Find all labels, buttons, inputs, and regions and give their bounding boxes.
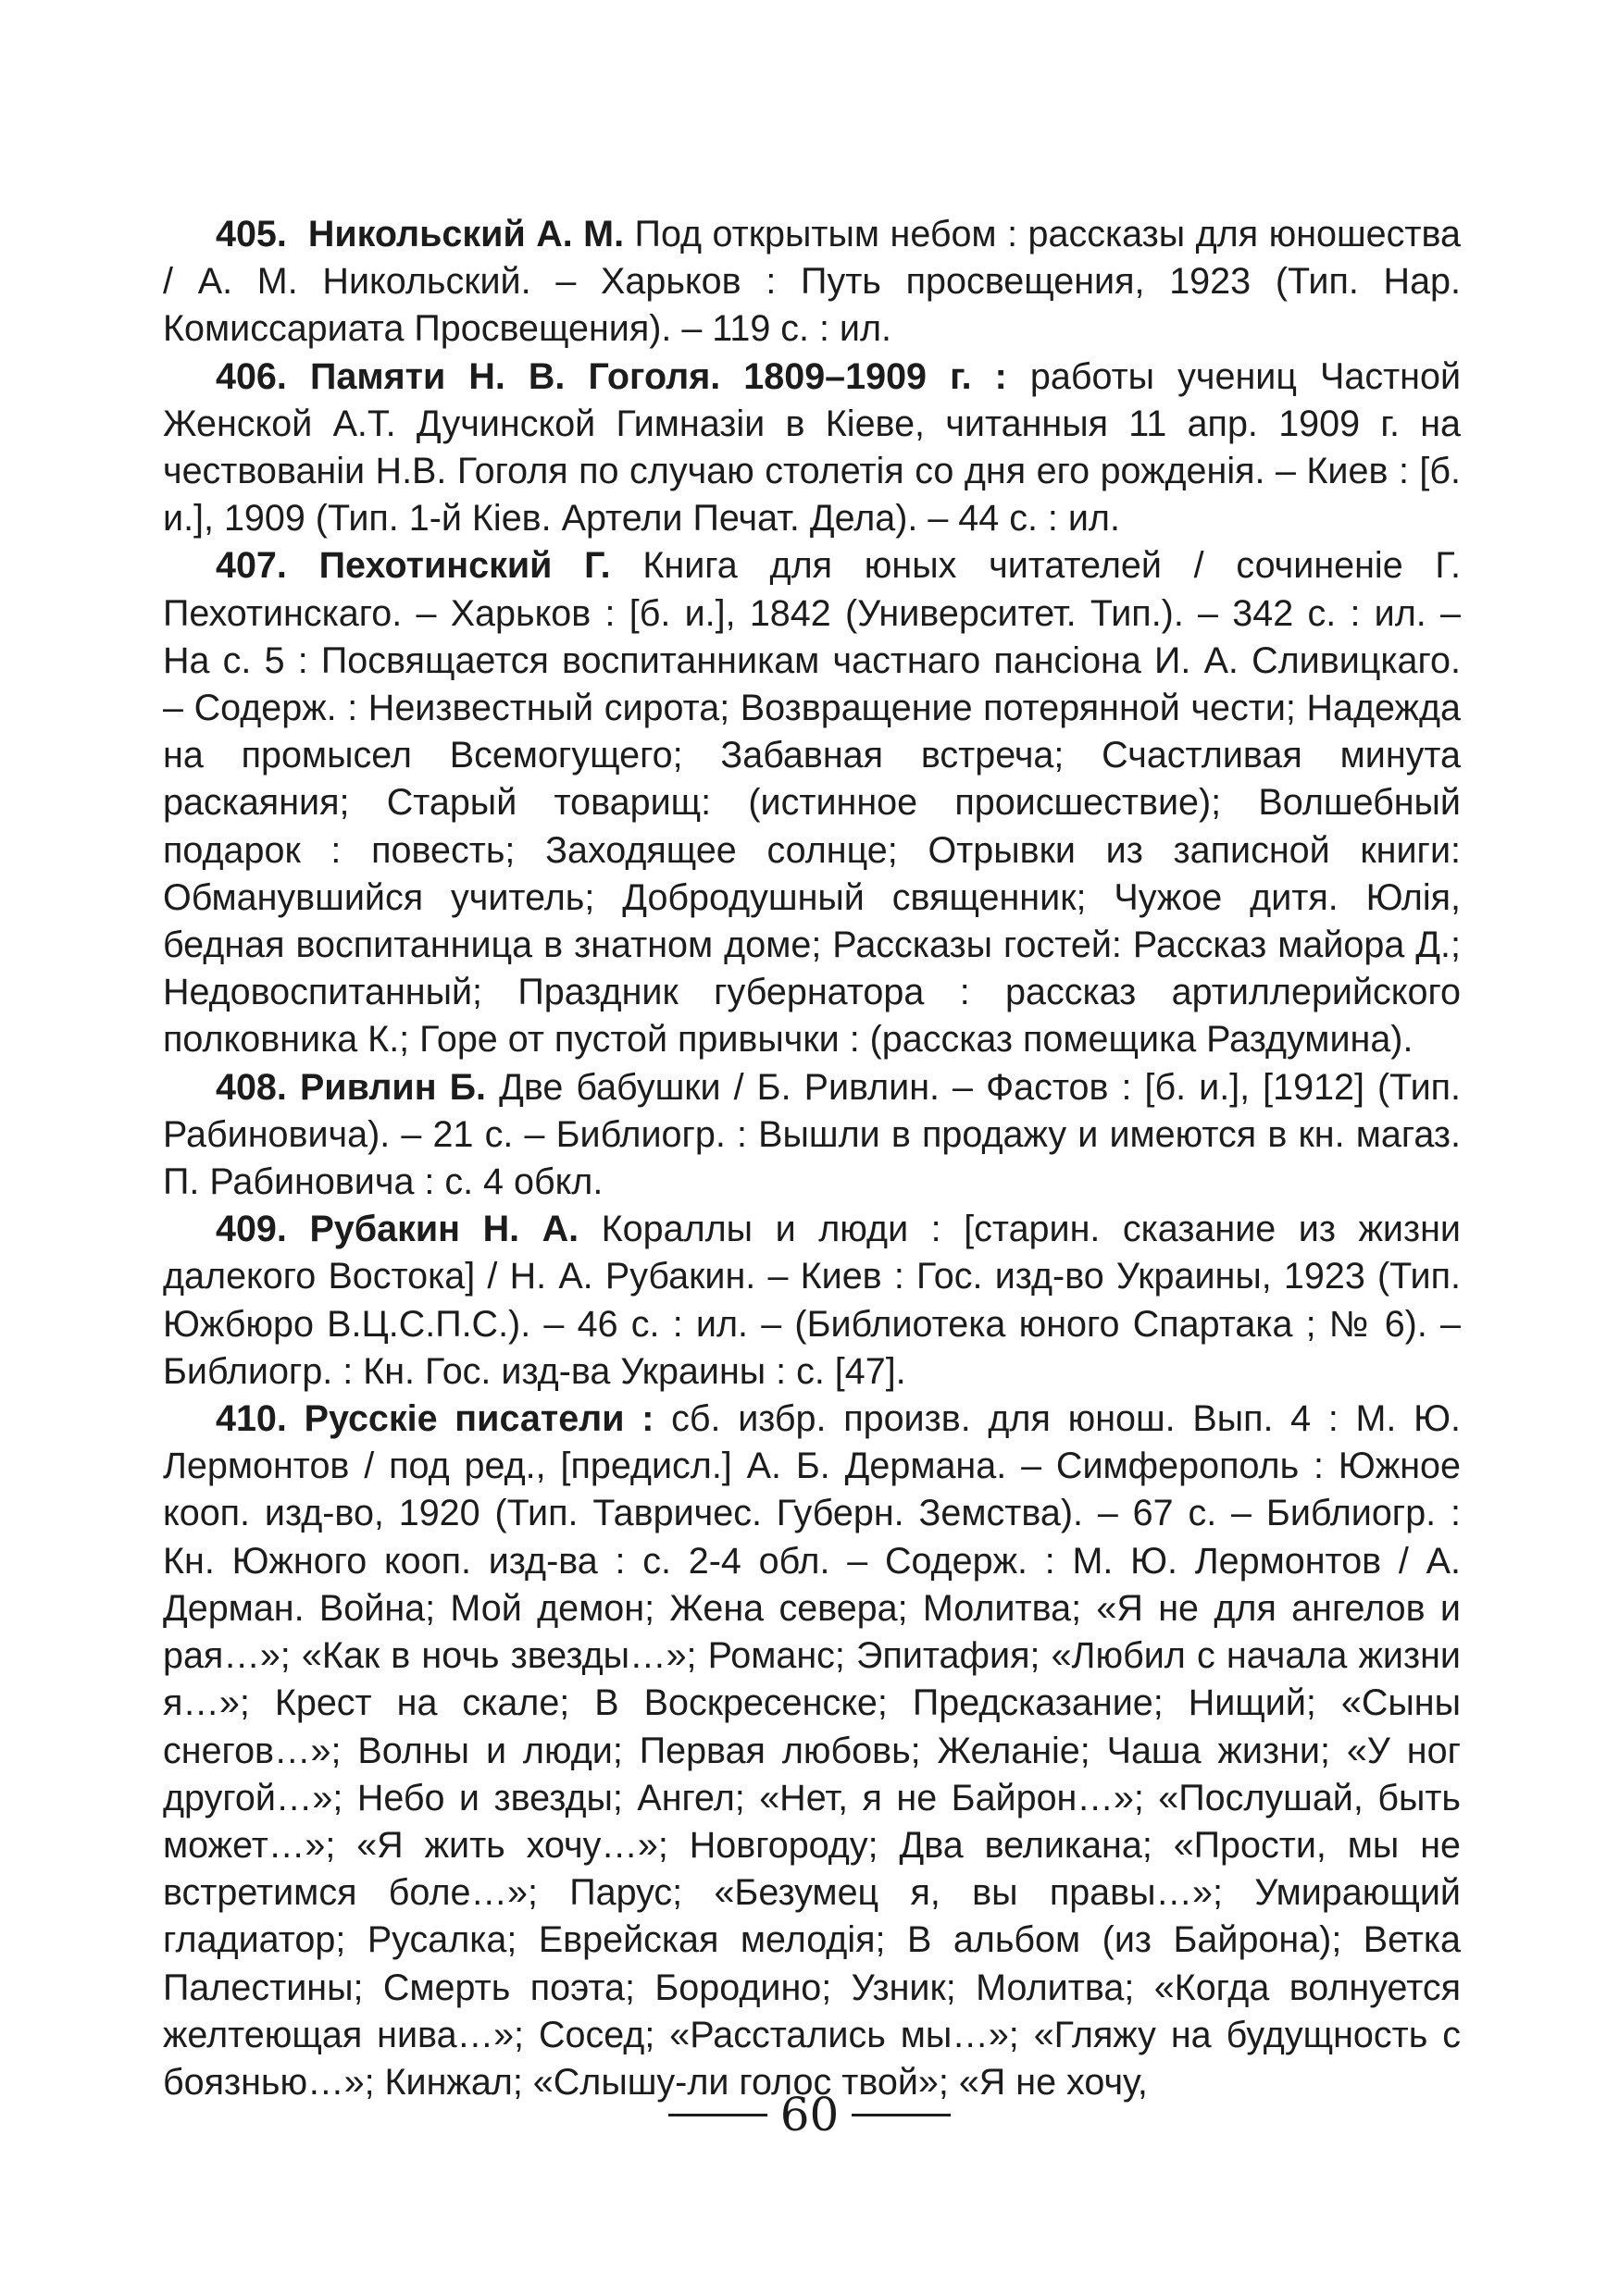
entry-heading: Русскіе писатели : [304, 1398, 654, 1440]
footer-rule-right [852, 2114, 951, 2116]
entry-heading: Пехотинский Г. [318, 545, 611, 587]
entry-heading: Рубакин Н. А. [309, 1209, 579, 1250]
bibliography-entry-406 [163, 354, 1461, 543]
entry-heading: Ривлин Б. [299, 1066, 486, 1108]
entry-text: Под открытым небом : рассказы для юношества / А. М. Никольский. – Харьков : Путь просвещения, 1923 (Тип. Нар. Комиссариата Просвещения). – 119 с. : ил. [163, 214, 1461, 350]
bibliography-entry-408 [163, 1064, 1461, 1207]
entry-number: 408. [216, 1066, 287, 1108]
bibliography-entry-409 [163, 1206, 1461, 1396]
entry-number: 405. [216, 214, 287, 254]
entry-text: работы учениц Частной Женской А.Т. Дучинской Гимназіи в Кіеве, читанныя 11 апр. 1909 г. на чествованіи Н.В. Гоголя по случаю столетія со дня его рожденія. – Киев : [б. и.], 1909 (Тип. 1-й Кіев. Артели Печат. Дела). – 44 с. : ил. [163, 355, 1462, 540]
page-number: 60 [779, 2088, 840, 2141]
entry-number: 406. [216, 355, 287, 397]
footer-rule-left [668, 2114, 767, 2116]
page-footer [0, 2087, 1619, 2142]
entry-text: сб. избр. произв. для юнош. Вып. 4 : М. Ю. Лермонтов / под ред., [предисл.] А. Б. Дермана. – Симферополь : Южное кооп. изд-во, 1920 (Тип. Тавричес. Губерн. Земства). – 67 с. – Библиогр. : Кн. Южного кооп. изд-ва : с. 2-4 обл. – Содерж. : М. Ю. Лермонтов / А. Дерман. Война; Мой демон; Жена севера; Молитва; «Я не для ангелов и рая…»; «Как в ночь звезды…»; Романс; Эпитафия; «Любил с начала жизни я…»; Крест на скале; В Воскресенске; Предсказание; Нищий; «Сыны снегов…»; Волны и люди; Первая любовь; Желаніе; Чаша жизни; «У ног другой…»; Небо и звезды; Ангел; «Нет, я не Байрон…»; «Послушай, быть может…»; «Я жить хочу…»; Новгороду; Два великана; «Прости, мы не встретимся боле…»; Парус; «Безумец я, вы правы…»; Умирающий гладиатор; Русалка; Еврейская мелодія; В альбом (из Байрона); Ветка Палестины; Смерть поэта; Бородино; Узник; Молитва; «Когда волнуется желтеющая нива…»; Сосед; «Расстались мы…»; «Гляжу на будущность с боязнью…»; Кинжал; «Слышу-ли голос твой»; «Я не хочу, [163, 1398, 1462, 2103]
entry-heading: Памяти Н. В. Гоголя. 1809–1909 г. : [309, 355, 1007, 397]
entry-number: 407. [216, 545, 287, 587]
entry-text: Книга для юных читателей / сочиненіе Г. Пехотинскаго. – Харьков : [б. и.], 1842 (Университет. Тип.). – 342 с. : ил. – На с. 5 : Посвящается воспитанникам частнаго пансіона И. А. Сливицкаго. – Содерж. : Неизвестный сирота; Возвращение потерянной чести; Надежда на промысел Всемогущего; Забавная встреча; Счастливая минута раскаяния; Старый товарищ: (истинное происшествие); Волшебный подарок : повесть; Заходящее солнце; Отрывки из записной книги: Обманувшийся учитель; Добродушный священник; Чужое дитя. Юлія, бедная воспитанница в знатном доме; Рассказы гостей: Рассказ майора Д.; Недовоспитанный; Праздник губернатора : рассказ артиллерийского полковника К.; Горе от пустой привычки : (рассказ помещика Раздумина). [163, 545, 1461, 1061]
bibliography-entry-407 [163, 542, 1461, 1063]
bibliography-entry-410 [163, 1396, 1461, 2106]
bibliography-text [163, 211, 1461, 2106]
entry-number: 409. [216, 1209, 287, 1250]
entry-number: 410. [216, 1398, 287, 1440]
bibliography-entry-405 [163, 211, 1461, 354]
entry-text: Кораллы и люди : [старин. сказание из жизни далекого Востока] / Н. А. Рубакин. – Киев : Гос. изд-во Украины, 1923 (Тип. Южбюро В.Ц.С.П.С.). – 46 с. : ил. – (Библиотека юного Спартака ; № 6). – Библиогр. : Кн. Гос. изд-ва Украины : с. [47]. [163, 1209, 1461, 1392]
entry-heading: Никольский А. М. [307, 214, 625, 254]
entry-text: Две бабушки / Б. Ривлин. – Фастов : [б. и.], [1912] (Тип. Рабиновича). – 21 с. – Библиогр. : Вышли в продажу и имеются в кн. магаз. П. Рабиновича : с. 4 обкл. [163, 1066, 1462, 1203]
